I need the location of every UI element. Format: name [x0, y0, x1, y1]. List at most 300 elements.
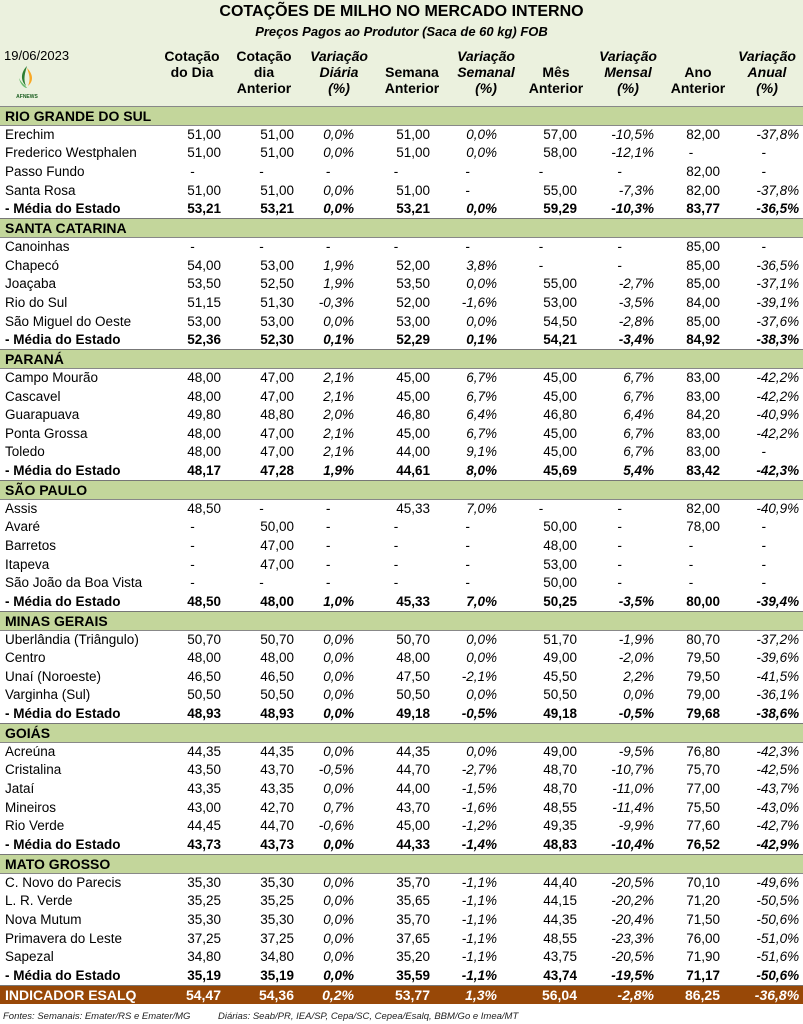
value-cell: -: [190, 556, 195, 572]
value-cell: 45,00: [543, 370, 577, 386]
table-row: [0, 761, 803, 780]
value-cell: 5,4%: [581, 462, 658, 481]
value-cell: 52,36: [160, 331, 225, 350]
quotes-table-body: [0, 107, 803, 1004]
value-cell: 0,0%: [298, 966, 358, 985]
table-row: [0, 948, 803, 967]
value-cell: 44,35: [396, 744, 430, 759]
value-cell: 35,59: [358, 966, 434, 985]
table-row: [0, 443, 803, 462]
value-cell: 44,40: [543, 874, 577, 890]
value-cell: -19,5%: [581, 966, 658, 985]
value-cell: -: [325, 537, 331, 553]
value-cell: -38,6%: [724, 705, 803, 724]
value-cell: -: [617, 519, 622, 535]
value-cell: 43,74: [501, 966, 581, 985]
header-variacao-diaria: Variação Diária (%): [310, 48, 368, 96]
value-cell: 45,69: [501, 462, 581, 481]
value-cell: 0,1%: [434, 331, 501, 350]
state-section-header: [0, 107, 803, 126]
value-cell: 50,00: [260, 519, 294, 535]
value-cell: -36,8%: [724, 985, 803, 1004]
value-cell: 44,00: [396, 781, 430, 797]
value-cell: -23,3%: [611, 930, 654, 946]
value-cell: 34,80: [187, 949, 221, 965]
value-cell: -11,0%: [612, 781, 654, 797]
value-cell: 46,80: [543, 407, 577, 423]
value-cell: 53,50: [187, 276, 221, 292]
value-cell: -42,2%: [756, 425, 800, 441]
table-row: [0, 275, 803, 294]
afnews-logo-icon: [14, 64, 40, 104]
value-cell: 71,17: [658, 966, 724, 985]
value-cell: 1,9%: [298, 462, 358, 481]
value-cell: -11,4%: [612, 799, 654, 815]
value-cell: -: [465, 537, 470, 553]
value-cell: 0,0%: [298, 705, 358, 724]
value-cell: 51,00: [396, 182, 430, 198]
value-cell: 45,00: [396, 388, 430, 404]
value-cell: 7,0%: [466, 500, 497, 516]
value-cell: 53,00: [543, 294, 577, 310]
footer-weekly-sources: Fontes: Semanais: Emater/RS e Emater/MG: [3, 1011, 191, 1022]
value-cell: -0,6%: [318, 818, 354, 834]
row-label-cell: Varginha (Sul): [5, 687, 91, 703]
value-cell: -: [688, 556, 694, 572]
value-cell: 54,36: [225, 985, 298, 1004]
row-label-cell: Mineiros: [5, 799, 57, 815]
table-row: [0, 126, 803, 145]
value-cell: -42,2%: [756, 370, 800, 386]
value-cell: -50,6%: [756, 911, 800, 927]
value-cell: 53,00: [260, 313, 294, 329]
value-cell: -: [761, 556, 766, 572]
value-cell: 50,25: [501, 593, 581, 612]
value-cell: 48,00: [187, 444, 221, 460]
value-cell: 48,70: [543, 762, 577, 778]
row-label-cell: Santa Rosa: [5, 182, 76, 198]
value-cell: -20,5%: [611, 874, 654, 890]
value-cell: 35,30: [260, 874, 294, 890]
value-cell: -: [393, 575, 399, 591]
value-cell: 50,50: [396, 687, 430, 703]
value-cell: -: [259, 164, 264, 180]
row-label-cell: Acreúna: [5, 744, 56, 759]
value-cell: 53,00: [187, 313, 221, 329]
state-section-header: [0, 350, 803, 369]
footer-daily-sources: Diárias: Seab/PR, IEA/SP, Cepa/SC, Cepea/Esalq, BBM/Go e Imea/MT: [218, 1011, 519, 1022]
value-cell: 49,35: [543, 818, 577, 834]
value-cell: -: [761, 575, 766, 591]
value-cell: 53,00: [260, 257, 294, 273]
value-cell: 84,20: [686, 407, 720, 423]
value-cell: 51,00: [260, 127, 294, 143]
value-cell: 0,0%: [323, 650, 354, 666]
value-cell: -2,7%: [618, 276, 654, 292]
header-mes-anterior: Mês Anterior: [528, 64, 584, 96]
value-cell: 44,70: [260, 818, 294, 834]
value-cell: -3,4%: [581, 331, 658, 350]
value-cell: 44,33: [358, 836, 434, 855]
table-row: [0, 780, 803, 799]
state-name: MINAS GERAIS: [0, 611, 803, 630]
table-row: [0, 256, 803, 275]
value-cell: 44,61: [358, 462, 434, 481]
quotes-table: [0, 106, 803, 1004]
value-cell: 8,0%: [434, 462, 501, 481]
value-cell: 50,70: [260, 631, 294, 647]
value-cell: -: [325, 519, 331, 535]
row-label-cell: Chapecó: [5, 257, 60, 273]
row-label-cell: Centro: [5, 650, 46, 666]
row-label-cell: INDICADOR ESALQ: [0, 985, 160, 1004]
value-cell: 1,9%: [323, 257, 354, 273]
value-cell: 48,50: [160, 593, 225, 612]
state-name: SANTA CATARINA: [0, 219, 803, 238]
value-cell: 45,00: [396, 370, 430, 386]
value-cell: 34,80: [260, 949, 294, 965]
value-cell: 52,50: [260, 276, 294, 292]
value-cell: 35,25: [260, 893, 294, 909]
value-cell: -20,5%: [611, 949, 654, 965]
value-cell: 0,0%: [323, 145, 354, 161]
title-block: [0, 0, 803, 42]
value-cell: -: [325, 239, 331, 255]
value-cell: 46,80: [396, 407, 430, 423]
value-cell: 50,70: [396, 631, 430, 647]
value-cell: 43,35: [187, 781, 221, 797]
value-cell: 47,00: [260, 425, 294, 441]
value-cell: 0,0%: [323, 949, 354, 965]
value-cell: 54,50: [543, 313, 577, 329]
value-cell: 76,80: [686, 744, 720, 759]
value-cell: 75,50: [686, 799, 720, 815]
value-cell: 82,00: [686, 127, 720, 143]
state-average-row: [0, 705, 803, 724]
table-row: [0, 424, 803, 443]
value-cell: 0,0%: [323, 874, 354, 890]
table-row: [0, 668, 803, 687]
value-cell: -0,5%: [318, 762, 354, 778]
value-cell: -37,8%: [756, 182, 800, 198]
value-cell: 71,90: [686, 949, 720, 965]
value-cell: -: [325, 500, 331, 516]
value-cell: 37,25: [260, 930, 294, 946]
value-cell: 48,00: [260, 650, 294, 666]
table-row: [0, 686, 803, 705]
value-cell: -42,2%: [756, 388, 800, 404]
value-cell: 52,00: [396, 294, 430, 310]
value-cell: 44,35: [187, 744, 221, 759]
row-label-cell: Assis: [5, 500, 38, 516]
value-cell: 46,50: [260, 668, 294, 684]
header-variacao-mensal: Variação Mensal (%): [599, 48, 657, 96]
value-cell: 77,00: [686, 781, 720, 797]
value-cell: 43,00: [187, 799, 221, 815]
value-cell: 0,0%: [323, 911, 354, 927]
value-cell: 51,00: [396, 127, 430, 143]
row-label-cell: Ponta Grossa: [5, 425, 88, 441]
value-cell: -2,1%: [461, 668, 497, 684]
value-cell: -2,0%: [618, 650, 654, 666]
value-cell: 79,50: [686, 668, 720, 684]
state-average-row: [0, 836, 803, 855]
value-cell: -43,0%: [756, 799, 800, 815]
value-cell: -10,5%: [611, 127, 654, 143]
value-cell: 0,0%: [323, 182, 354, 198]
value-cell: 6,4%: [623, 407, 654, 423]
row-label-cell: - Média do Estado: [0, 462, 160, 481]
value-cell: 83,00: [686, 388, 720, 404]
row-label-cell: - Média do Estado: [0, 836, 160, 855]
state-name: MATO GROSSO: [0, 854, 803, 873]
table-row: [0, 406, 803, 425]
value-cell: -0,3%: [318, 294, 354, 310]
table-row: [0, 798, 803, 817]
value-cell: 57,00: [543, 127, 577, 143]
state-section-header: [0, 219, 803, 238]
row-label-cell: Jataí: [5, 781, 35, 797]
value-cell: -1,1%: [461, 893, 497, 909]
value-cell: 75,70: [686, 762, 720, 778]
value-cell: 35,30: [260, 911, 294, 927]
value-cell: 55,00: [543, 276, 577, 292]
value-cell: -: [617, 164, 622, 180]
table-row: [0, 630, 803, 649]
value-cell: 2,0%: [323, 407, 354, 423]
value-cell: -1,5%: [461, 781, 497, 797]
value-cell: 48,00: [187, 388, 221, 404]
row-label-cell: - Média do Estado: [0, 966, 160, 985]
value-cell: -1,6%: [461, 799, 497, 815]
value-cell: 48,70: [543, 781, 577, 797]
value-cell: -0,5%: [581, 705, 658, 724]
table-row: [0, 387, 803, 406]
value-cell: 49,80: [187, 407, 221, 423]
page-subtitle: Preços Pagos ao Produtor (Saca de 60 kg) FOB: [255, 24, 548, 39]
header-variacao-semanal: Variação Semanal (%): [457, 48, 515, 96]
value-cell: -36,5%: [724, 200, 803, 219]
value-cell: -10,7%: [611, 762, 654, 778]
row-label-cell: Primavera do Leste: [5, 930, 123, 946]
quote-date: 19/06/2023: [4, 48, 70, 63]
value-cell: 1,0%: [298, 593, 358, 612]
value-cell: -: [761, 537, 766, 553]
row-label-cell: Sapezal: [5, 949, 54, 965]
value-cell: -: [393, 556, 399, 572]
value-cell: 37,25: [187, 930, 221, 946]
value-cell: 0,0%: [323, 631, 354, 647]
value-cell: 70,10: [686, 874, 720, 890]
value-cell: 0,0%: [466, 313, 497, 329]
value-cell: 48,00: [187, 370, 221, 386]
value-cell: 0,0%: [323, 744, 354, 759]
value-cell: 43,50: [187, 762, 221, 778]
value-cell: 1,9%: [323, 276, 354, 292]
value-cell: -12,1%: [611, 145, 654, 161]
value-cell: 6,7%: [466, 370, 497, 386]
value-cell: -: [761, 444, 766, 460]
value-cell: 47,28: [225, 462, 298, 481]
value-cell: -: [538, 500, 544, 516]
value-cell: 50,50: [260, 687, 294, 703]
value-cell: 45,00: [543, 444, 577, 460]
value-cell: -1,1%: [434, 966, 501, 985]
state-section-header: [0, 854, 803, 873]
value-cell: 53,00: [543, 556, 577, 572]
value-cell: 2,2%: [623, 668, 654, 684]
value-cell: 0,7%: [323, 799, 354, 815]
value-cell: 48,83: [501, 836, 581, 855]
value-cell: 51,00: [260, 182, 294, 198]
value-cell: -1,1%: [461, 911, 497, 927]
row-label-cell: Erechim: [5, 127, 55, 143]
value-cell: 48,93: [160, 705, 225, 724]
table-row: [0, 537, 803, 556]
value-cell: 78,00: [686, 519, 720, 535]
state-name: SÃO PAULO: [0, 480, 803, 499]
value-cell: 44,00: [396, 444, 430, 460]
value-cell: 50,00: [543, 519, 577, 535]
value-cell: 56,04: [501, 985, 581, 1004]
value-cell: -51,6%: [756, 949, 800, 965]
value-cell: 85,00: [686, 313, 720, 329]
table-row: [0, 873, 803, 892]
value-cell: -: [761, 519, 766, 535]
state-average-row: [0, 200, 803, 219]
value-cell: 53,00: [396, 313, 430, 329]
value-cell: -: [465, 164, 470, 180]
value-cell: -50,5%: [756, 893, 800, 909]
value-cell: 49,18: [358, 705, 434, 724]
value-cell: 54,21: [501, 331, 581, 350]
table-row: [0, 312, 803, 331]
row-label-cell: Toledo: [5, 444, 45, 460]
value-cell: -: [190, 519, 195, 535]
row-label-cell: Canoinhas: [5, 239, 70, 255]
header-ano-anterior: Ano Anterior: [670, 64, 726, 96]
value-cell: 35,65: [396, 893, 430, 909]
value-cell: -: [393, 164, 399, 180]
value-cell: 45,00: [543, 425, 577, 441]
value-cell: -: [688, 575, 694, 591]
row-label-cell: - Média do Estado: [0, 593, 160, 612]
header-cotacao-dia: Cotação do Dia: [164, 48, 220, 80]
value-cell: 0,0%: [323, 893, 354, 909]
value-cell: -: [617, 537, 622, 553]
value-cell: -9,5%: [618, 744, 654, 759]
state-average-row: [0, 593, 803, 612]
value-cell: 83,00: [686, 444, 720, 460]
value-cell: 82,00: [686, 164, 720, 180]
value-cell: 48,00: [187, 650, 221, 666]
value-cell: 0,0%: [466, 687, 497, 703]
value-cell: 48,93: [225, 705, 298, 724]
value-cell: 43,70: [260, 762, 294, 778]
value-cell: -: [465, 239, 470, 255]
state-average-row: [0, 462, 803, 481]
value-cell: -1,6%: [461, 294, 497, 310]
value-cell: -10,3%: [581, 200, 658, 219]
footer-sources: [3, 1011, 519, 1022]
value-cell: 35,25: [187, 893, 221, 909]
column-header-row: [0, 42, 803, 106]
value-cell: 6,7%: [623, 425, 654, 441]
table-row: [0, 911, 803, 930]
value-cell: -: [761, 145, 766, 161]
value-cell: -: [688, 537, 694, 553]
value-cell: 43,70: [396, 799, 430, 815]
state-section-header: [0, 611, 803, 630]
state-name: RIO GRANDE DO SUL: [0, 107, 803, 126]
value-cell: -41,5%: [756, 668, 800, 684]
value-cell: 51,00: [187, 127, 221, 143]
row-label-cell: Cascavel: [5, 388, 61, 404]
value-cell: -: [190, 537, 195, 553]
value-cell: -: [538, 257, 544, 273]
value-cell: 53,50: [396, 276, 430, 292]
value-cell: -: [465, 575, 470, 591]
value-cell: 86,25: [658, 985, 724, 1004]
row-label-cell: Joaçaba: [5, 276, 57, 292]
value-cell: 9,1%: [466, 444, 497, 460]
value-cell: 80,70: [686, 631, 720, 647]
value-cell: 35,30: [187, 874, 221, 890]
state-name: PARANÁ: [0, 350, 803, 369]
value-cell: -1,1%: [461, 930, 497, 946]
value-cell: 6,7%: [466, 388, 497, 404]
row-label-cell: Unaí (Noroeste): [5, 668, 102, 684]
value-cell: 50,00: [543, 575, 577, 591]
value-cell: -: [465, 556, 470, 572]
value-cell: 48,17: [160, 462, 225, 481]
value-cell: 82,00: [686, 182, 720, 198]
row-label-cell: Campo Mourão: [5, 370, 99, 386]
value-cell: 51,00: [187, 145, 221, 161]
value-cell: 6,7%: [466, 425, 497, 441]
value-cell: 47,00: [260, 556, 294, 572]
value-cell: -43,7%: [756, 781, 800, 797]
state-average-row: [0, 966, 803, 985]
value-cell: -42,7%: [756, 818, 800, 834]
value-cell: 53,21: [160, 200, 225, 219]
row-label-cell: Barretos: [5, 537, 57, 553]
value-cell: 0,2%: [298, 985, 358, 1004]
value-cell: -: [190, 575, 195, 591]
value-cell: -1,9%: [618, 631, 654, 647]
value-cell: -42,5%: [756, 762, 800, 778]
value-cell: 43,73: [160, 836, 225, 855]
value-cell: 79,50: [686, 650, 720, 666]
value-cell: 53,21: [358, 200, 434, 219]
header-cotacao-anterior: Cotação dia Anterior: [236, 48, 292, 96]
value-cell: -: [325, 164, 331, 180]
value-cell: 54,00: [187, 257, 221, 273]
value-cell: 44,45: [187, 818, 221, 834]
value-cell: 85,00: [686, 239, 720, 255]
value-cell: 77,60: [686, 818, 720, 834]
value-cell: 54,47: [160, 985, 225, 1004]
value-cell: 51,70: [543, 631, 577, 647]
value-cell: -: [761, 239, 766, 255]
value-cell: 83,00: [686, 425, 720, 441]
value-cell: 47,50: [396, 668, 430, 684]
header-variacao-anual: Variação Anual (%): [738, 48, 796, 96]
value-cell: 0,0%: [323, 687, 354, 703]
value-cell: 46,50: [187, 668, 221, 684]
value-cell: -42,3%: [724, 462, 803, 481]
value-cell: 48,00: [396, 650, 430, 666]
